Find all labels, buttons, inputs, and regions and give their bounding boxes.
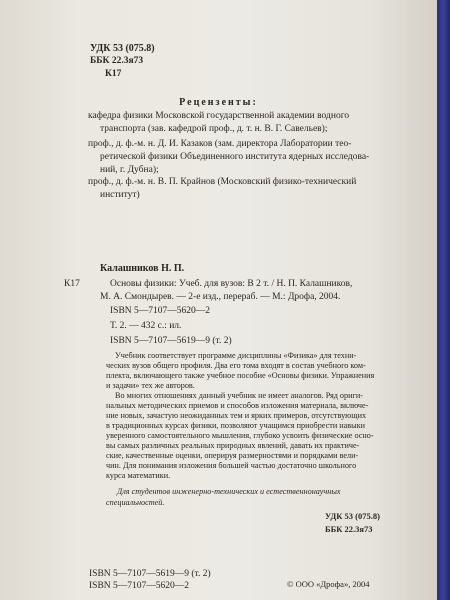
annotation-line: курса математики.	[106, 471, 171, 480]
catalog-line: М. А. Смондырев. — 2-е изд., перераб. — М.: Дрофа, 2004.	[100, 292, 341, 302]
reviewers-heading: Рецензенты:	[179, 97, 258, 108]
reviewers-line: проф., д. ф.-м. н. Д. И. Казаков (зам. директора Лаборатории тео-	[88, 139, 352, 149]
udk-bottom: УДК 53 (075.8)	[325, 511, 380, 521]
reviewers-line: проф., д. ф.-м. н. В. П. Крайнов (Московский физико-технический	[88, 177, 357, 187]
bbk-bottom: ББК 22.3я73	[325, 524, 373, 534]
catalog-isbn-volume: ISBN 5—7107—5619—9 (т. 2)	[110, 336, 232, 346]
reviewers-line: ретической физики Объединенного института ядерных исследова-	[100, 152, 370, 162]
bottom-isbn-volume: ISBN 5—7107—5619—9 (т. 2)	[89, 569, 211, 579]
catalog-line: Основы физики: Учеб. для вузов: В 2 т. / Н. П. Калашников,	[110, 279, 353, 289]
udk-top: УДК 53 (075.8)	[90, 43, 155, 54]
annotation-line: чин. Для понимания изложения большей частью достаточно школьного	[106, 461, 357, 470]
reviewers-line: ний, г. Дубна);	[100, 165, 159, 175]
code-top: К17	[105, 69, 122, 79]
catalog-author: Калашников Н. П.	[100, 263, 185, 274]
annotation-line: и задачи» тех же авторов.	[106, 381, 195, 390]
annotation-line: вы самых различных реальных природных явлений, давать их практиче-	[106, 441, 360, 450]
annotation-line: Во многих отношениях данный учебник не имеет аналогов. Ряд ориги-	[115, 391, 363, 400]
reviewers-line: институт)	[100, 190, 140, 200]
annotation-line: ние новых, зачастую неожиданных тем и ярких примеров, отсутствующих	[106, 411, 367, 420]
annotation-line: плекта, включающего также учебное пособие «Основы физики. Упражнения	[106, 371, 375, 380]
annotation-line: ские, качественные оценки, оперируя размерностями и порядками вели-	[106, 451, 359, 460]
annotation-line: Учебник соответствует программе дисциплины «Физика» для техни-	[115, 351, 357, 360]
reviewers-line: кафедра физики Московской государственной академии водного	[88, 111, 350, 121]
annotation-line: в традиционных курсах физики, позволяют учащимся приобрести навыки	[106, 421, 366, 430]
catalog-code: К17	[64, 279, 80, 289]
bottom-isbn-set: ISBN 5—7107—5620—2	[89, 581, 190, 591]
catalog-isbn: ISBN 5—7107—5620—2	[110, 306, 211, 316]
audience-line: специальностей.	[106, 498, 165, 507]
reviewers-line: транспорта (зав. кафедрой проф., д. т. н. В. Г. Савельев);	[100, 124, 328, 134]
audience-line: Для студентов инженерно-технических и естественнонаучных	[117, 487, 341, 496]
book-spine	[437, 0, 450, 600]
annotation-line: ческих вузов общего профиля. Два его тома входят в состав учебного ком-	[106, 361, 366, 370]
bbk-top: ББК 22.3я73	[90, 56, 144, 66]
annotation-line: уверенного самостоятельного мышления, глубоко усвоить физические осно-	[106, 431, 374, 440]
catalog-volume: Т. 2. — 432 с.: ил.	[110, 321, 182, 331]
annotation-line: нальных методических приемов и способов изложения материала, включе-	[106, 401, 369, 410]
copyright: © ООО «Дрофа», 2004	[287, 579, 370, 589]
